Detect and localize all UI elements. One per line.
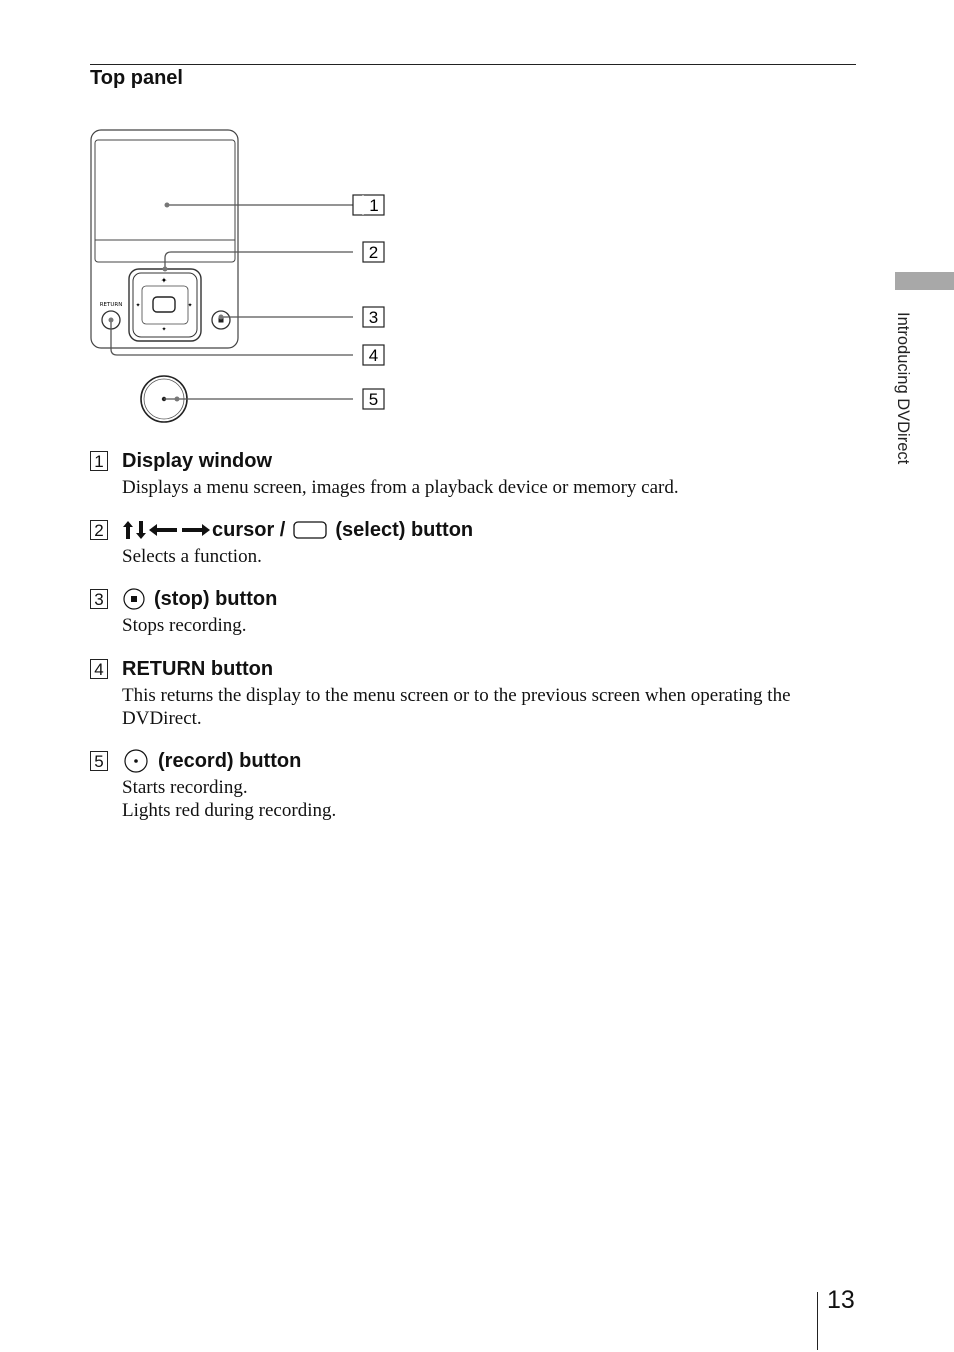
return-label: RETURN — [99, 302, 123, 308]
item-stop-button — [90, 586, 850, 637]
item-description: Stops recording. — [122, 615, 247, 636]
callout-1 — [353, 195, 384, 215]
item-number: 1 — [90, 451, 108, 471]
top-panel-diagram — [85, 125, 395, 430]
svg-text:3: 3 — [368, 308, 379, 327]
item-title-part2: (select) button — [335, 518, 474, 541]
svg-text:✦: ✦ — [135, 302, 141, 309]
item-title-part1: cursor / — [212, 518, 286, 541]
record-icon — [122, 748, 150, 774]
svg-text:✦: ✦ — [187, 302, 193, 309]
item-number: 5 — [90, 751, 108, 771]
item-cursor-select — [90, 517, 850, 568]
stop-icon — [122, 587, 146, 611]
chapter-label: Introducing DVDirect — [894, 312, 912, 465]
item-record-button — [90, 748, 850, 822]
select-button-icon — [293, 520, 327, 540]
callout-4 — [363, 345, 384, 365]
item-title: (record) button — [158, 749, 302, 772]
item-display-window — [90, 448, 850, 499]
item-number: 2 — [90, 520, 108, 540]
header-rule — [90, 64, 856, 65]
callout-2 — [363, 242, 384, 262]
svg-text:✦: ✦ — [160, 276, 168, 285]
arrows-icon — [122, 519, 212, 541]
item-title: (stop) button — [154, 587, 278, 610]
item-description-2: Lights red during recording. — [122, 800, 337, 821]
item-description: This returns the display to the menu screen or to the previous screen when operating the DVDirect. — [122, 685, 791, 729]
item-title: RETURN button — [122, 657, 274, 680]
display-window — [95, 140, 235, 262]
item-title: Display window — [122, 449, 273, 472]
svg-text:5: 5 — [368, 390, 379, 409]
chapter-tab — [895, 272, 954, 290]
svg-text:4: 4 — [368, 346, 379, 365]
page-number: 13 — [827, 1286, 855, 1314]
item-number: 4 — [90, 659, 108, 679]
svg-text:1: 1 — [369, 196, 379, 215]
callout-5 — [363, 389, 384, 409]
item-description: Displays a menu screen, images from a playback device or memory card. — [122, 477, 679, 498]
callout-3 — [363, 307, 384, 327]
select-button — [153, 297, 175, 312]
svg-text:2: 2 — [368, 243, 379, 262]
item-number: 3 — [90, 589, 108, 609]
page-number-rule — [817, 1292, 818, 1350]
section-title: Top panel — [90, 67, 183, 89]
svg-text:✦: ✦ — [161, 326, 167, 333]
item-description: Starts recording. — [122, 777, 248, 798]
item-return-button — [90, 656, 850, 730]
item-description: Selects a function. — [122, 546, 262, 567]
